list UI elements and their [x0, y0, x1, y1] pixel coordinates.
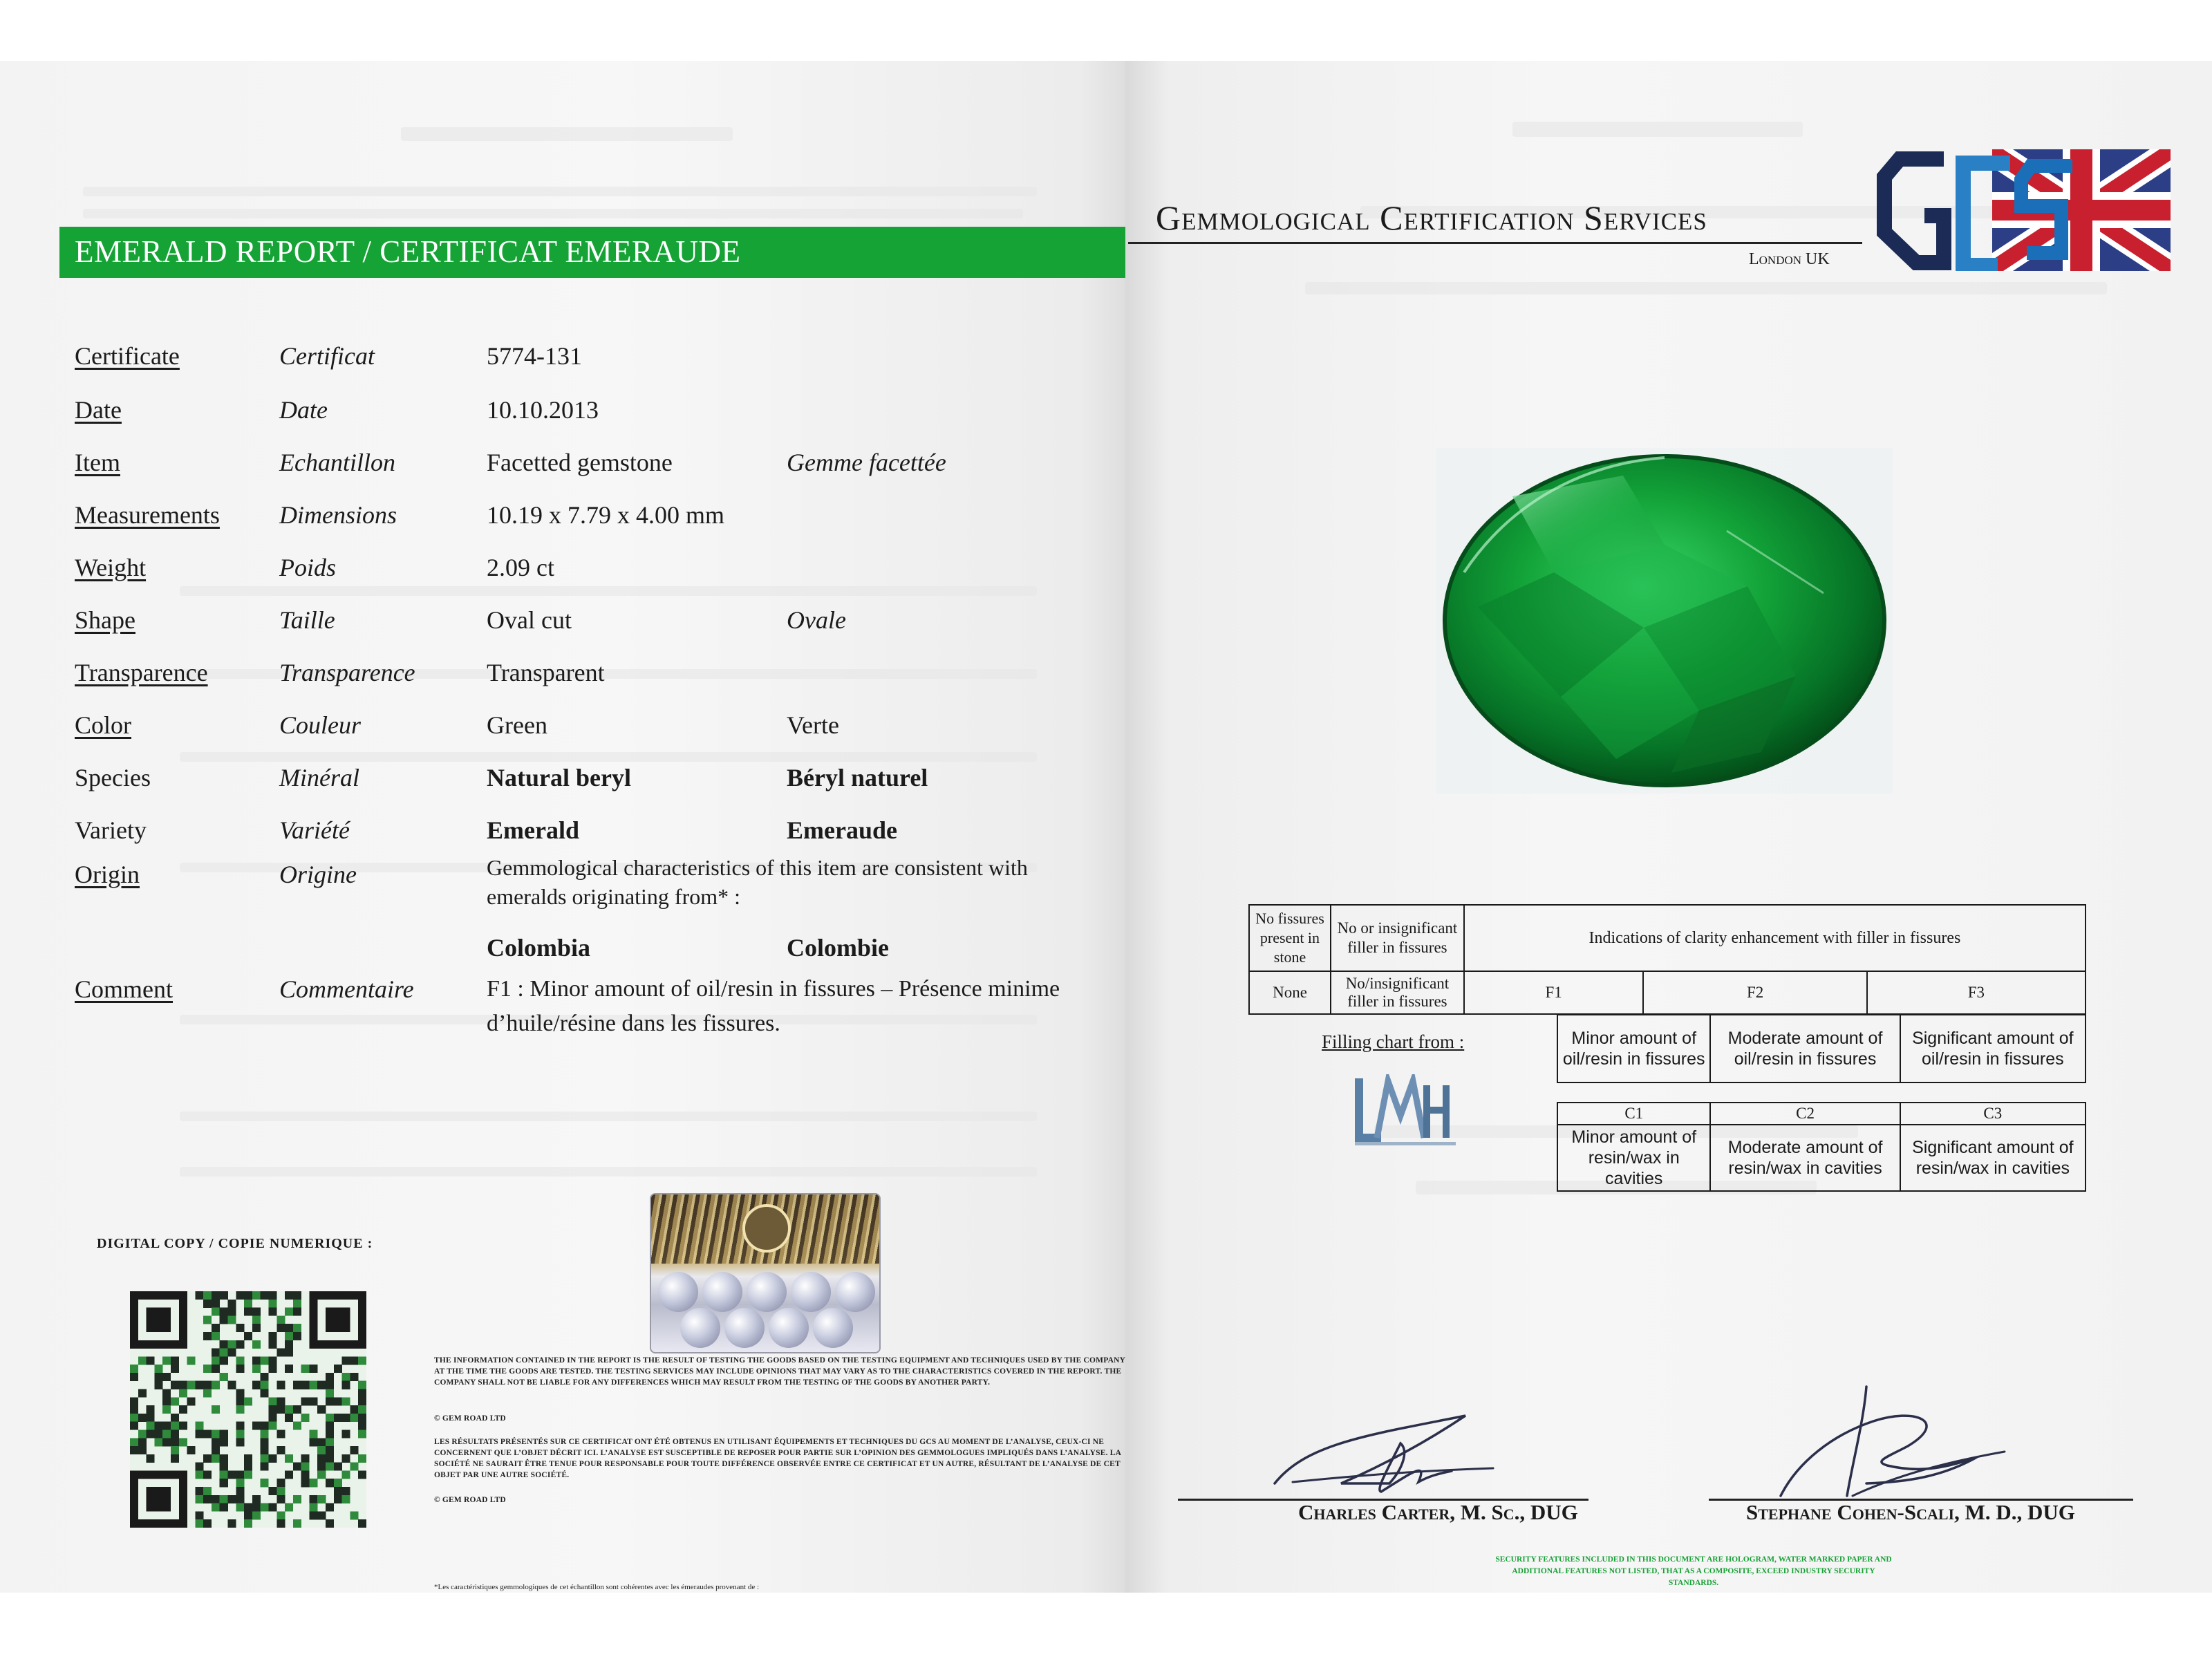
- left-page: [0, 61, 1125, 1593]
- label-en: Transparence: [75, 659, 208, 686]
- digital-copy-label: DIGITAL COPY / COPIE NUMERIQUE :: [97, 1236, 373, 1251]
- transparence-value: Transparent: [487, 659, 605, 686]
- bleed-through-text: [180, 1167, 1037, 1177]
- copyright-2: © GEM ROAD LTD: [434, 1496, 506, 1504]
- qr-code-icon[interactable]: [130, 1291, 366, 1528]
- no-fissures-cell: No fissures present in stone: [1249, 905, 1331, 971]
- label-fr: Certificat: [279, 342, 375, 370]
- filling-chart-label: Filling chart from :: [1322, 1031, 1465, 1052]
- label-fr: Echantillon: [279, 449, 395, 476]
- signatory-name-left: Charles Carter, M. Sc., DUG: [1298, 1500, 1578, 1524]
- lmhc-logo-icon: [1349, 1074, 1460, 1150]
- label-fr: Origine: [279, 861, 357, 888]
- color-value-fr: Verte: [787, 711, 839, 739]
- bleed-through-text: [180, 1112, 1037, 1121]
- security-note: SECURITY FEATURES INCLUDED IN THIS DOCUMENT ARE HOLOGRAM, WATER MARKED PAPER AND ADDITIONAL FEATURES NOT LISTED, THAT AS A COMPOSITE, EXCEED INDUSTRY SECURITY STANDARDS.: [1495, 1555, 1892, 1587]
- gcs-logo-icon: [1875, 149, 2171, 271]
- variety-value: Emerald: [487, 816, 579, 844]
- origin-text: Gemmological characteristics of this item are consistent with emeralds originating from* :: [487, 855, 1028, 909]
- label-en: Comment: [75, 975, 173, 1003]
- c1-code-cell: C1: [1557, 1103, 1710, 1125]
- label-en: Color: [75, 711, 132, 739]
- label-en: Species: [75, 764, 151, 791]
- label-en: Date: [75, 396, 122, 424]
- label-en: Certificate: [75, 342, 180, 370]
- label-en: Variety: [75, 816, 147, 844]
- security-hologram: [650, 1193, 881, 1353]
- bleed-through-text: [1305, 282, 2107, 294]
- signature-cohen-scali: [1770, 1380, 2018, 1501]
- bleed-through-text: [1512, 122, 1803, 137]
- none-cell: None: [1249, 971, 1331, 1014]
- disclaimer-en: THE INFORMATION CONTAINED IN THE REPORT IS THE RESULT OF TESTING THE GOODS BASED ON THE TESTING EQUIPMENT AND TECHNIQUES USED BY THE COMPANY AT THE TIME THE GOODS ARE TESTED. THE TESTING SERVICES MAY INCLUDE OPINIONS THAT MAY VARY AS TO THE CHARACTERISTICS COVERED IN THE REPORT. THE COMPANY SHALL NOT BE LIABLE FOR ANY DIFFERENCES WHICH MAY RESULT FROM THE TESTING OF THE GOODS BY ANOTHER PARTY.: [434, 1356, 1125, 1387]
- label-fr: Taille: [279, 606, 335, 634]
- no-filler-cell: No or insignificant filler in fissures: [1331, 905, 1464, 971]
- species-value-fr: Béryl naturel: [787, 764, 928, 791]
- origin-value-fr: Colombie: [787, 934, 889, 962]
- item-value-fr: Gemme facettée: [787, 449, 946, 476]
- c-grades-table: [1557, 1102, 2086, 1192]
- bleed-through-text: [180, 586, 1037, 596]
- label-en: Origin: [75, 861, 140, 888]
- date-value: 10.10.2013: [487, 396, 599, 424]
- f1-desc-cell: Minor amount of oil/resin in fissures: [1557, 1015, 1710, 1082]
- bleed-through-text: [401, 127, 733, 141]
- label-fr: Dimensions: [279, 501, 397, 529]
- measurements-value: 10.19 x 7.79 x 4.00 mm: [487, 501, 725, 529]
- certificate-document: [0, 61, 2212, 1593]
- lab-location: London UK: [1749, 250, 1830, 268]
- bleed-through-text: [83, 187, 1037, 196]
- label-fr: Transparence: [279, 659, 415, 686]
- label-fr: Poids: [279, 554, 337, 581]
- enhancement-header-cell: Indications of clarity enhancement with filler in fissures: [1464, 905, 2086, 971]
- label-fr: Commentaire: [279, 975, 414, 1003]
- report-banner: [59, 227, 1127, 278]
- copyright-1: © GEM ROAD LTD: [434, 1414, 506, 1423]
- hologram-dots: [658, 1272, 875, 1348]
- c2-code-cell: C2: [1710, 1103, 1900, 1125]
- c2-desc-cell: Moderate amount of resin/wax in cavities: [1710, 1125, 1900, 1191]
- species-value: Natural beryl: [487, 764, 631, 791]
- origin-value: Colombia: [487, 934, 591, 962]
- label-fr: Couleur: [279, 711, 362, 739]
- label-fr: Minéral: [279, 764, 359, 791]
- report-title: EMERALD REPORT / CERTIFICAT EMERAUDE: [75, 234, 741, 269]
- variety-value-fr: Emeraude: [787, 816, 897, 844]
- label-fr: Date: [279, 396, 328, 424]
- weight-value: 2.09 ct: [487, 554, 554, 581]
- label-en: Shape: [75, 606, 135, 634]
- signature-carter: [1265, 1402, 1555, 1499]
- certificate-number: 5774-131: [487, 342, 582, 370]
- f2-desc-cell: Moderate amount of oil/resin in fissures: [1710, 1015, 1900, 1082]
- label-fr: Variété: [279, 816, 350, 844]
- label-en: Measurements: [75, 501, 220, 529]
- clarity-chart-table: [1248, 904, 2086, 1015]
- no-insignificant-cell: No/insignificant filler in fissures: [1331, 971, 1464, 1014]
- c1-desc-cell: Minor amount of resin/wax in cavities: [1557, 1125, 1710, 1191]
- emerald-gemstone-image: [1436, 448, 1893, 794]
- bleed-through-text: [83, 209, 1023, 218]
- f3-desc-cell: Significant amount of oil/resin in fissures: [1900, 1015, 2086, 1082]
- signatory-name-right: Stephane Cohen-Scali, M. D., DUG: [1746, 1500, 2075, 1524]
- hologram-seal-icon: [742, 1204, 791, 1253]
- c3-desc-cell: Significant amount of resin/wax in cavities: [1900, 1125, 2086, 1191]
- item-value: Facetted gemstone: [487, 449, 673, 476]
- label-en: Item: [75, 449, 120, 476]
- c3-code-cell: C3: [1900, 1103, 2086, 1125]
- color-value: Green: [487, 711, 547, 739]
- comment-text: F1 : Minor amount of oil/resin in fissures – Présence minime d’huile/résine dans les fissures.: [487, 976, 1060, 1036]
- shape-value-fr: Ovale: [787, 606, 846, 634]
- label-en: Weight: [75, 554, 147, 581]
- title-divider: [1128, 242, 1862, 244]
- f2-code-cell: F2: [1643, 971, 1866, 1014]
- f1-code-cell: F1: [1464, 971, 1644, 1014]
- bleed-through-text: [180, 752, 1037, 762]
- footnote: *Les caractéristiques gemmologiques de cet échantillon sont cohérentes avec les émeraudes provenant de :: [434, 1583, 760, 1591]
- shape-value: Oval cut: [487, 606, 572, 634]
- f-grades-table: [1557, 1014, 2086, 1083]
- right-page: [1125, 61, 2212, 1593]
- f3-code-cell: F3: [1867, 971, 2086, 1014]
- disclaimer-fr: LES RÉSULTATS PRÉSENTÉS SUR CE CERTIFICAT ONT ÉTÉ OBTENUS EN UTILISANT ÉQUIPEMENTS ET TECHNIQUES DU GCS AU MOMENT DE L’ANALYSE, CEUX-CI NE CONCERNENT QUE L’OBJET DÉCRIT ICI. L’ANALYSE EST SUSCEPTIBLE DE REPOSER POUR PARTIE SUR L’OPINION DES GEMMOLOGUES IMPLIQUÉS DANS L’ANALYSE. LA SOCIÉTÉ NE SAURAIT ÊTRE TENUE POUR RESPONSABLE POUR TOUTE DIFFÉRENCE OBSERVÉE ENTRE CE CERTIFICAT ET UN AUTRE, RÉSULTANT DE L’ANALYSE DE CET OBJET PAR UNE AUTRE SOCIÉTÉ.: [434, 1438, 1121, 1479]
- lab-name: Gemmological Certification Services: [1156, 198, 1707, 237]
